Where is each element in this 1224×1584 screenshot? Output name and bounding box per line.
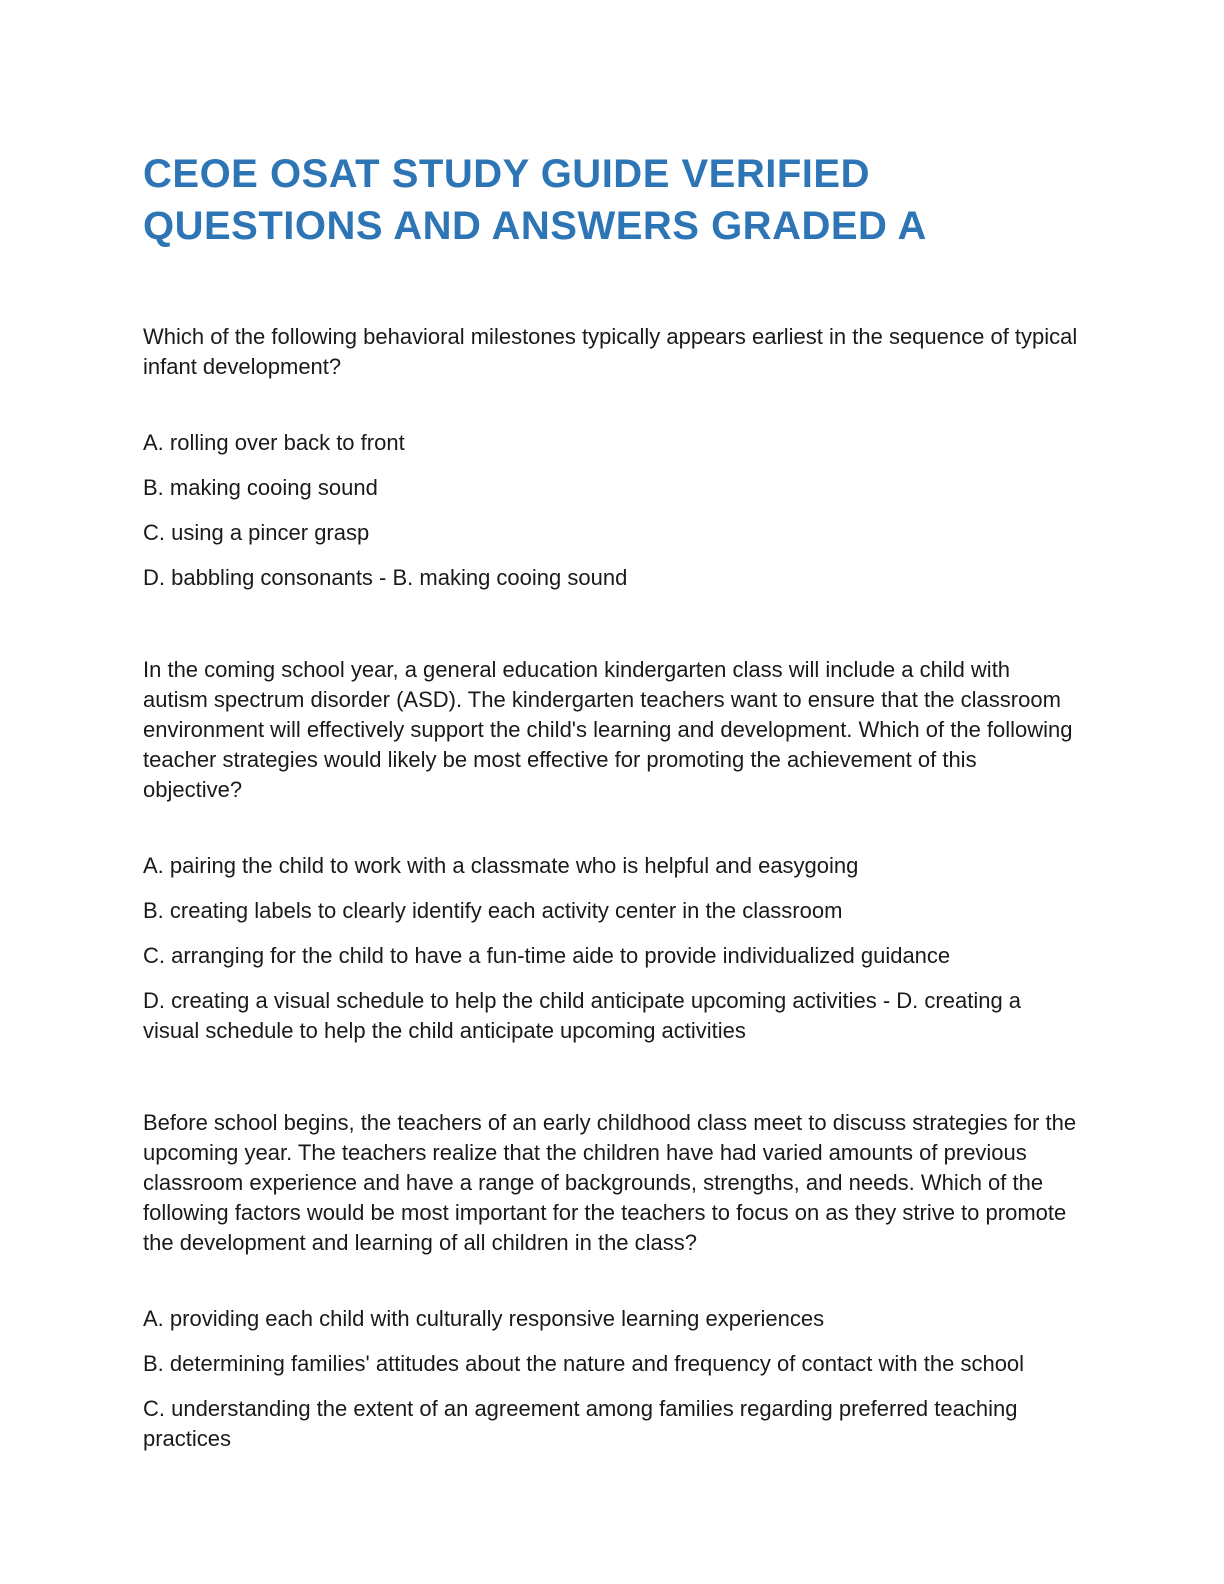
option-line: A. rolling over back to front [143,430,405,455]
options-group [143,1304,1080,1454]
option-line: B. determining families' attitudes about the nature and frequency of contact with the school [143,1351,1025,1376]
options-group [143,428,1080,593]
question-text: Before school begins, the teachers of an early childhood class meet to discuss strategies for the upcoming year. The teachers realize that the children have had varied amounts of previous classroom experience and have a range of backgrounds, strengths, and needs. Which of the following factors would be most important for the teachers to focus on as they strive to promote the development and learning of all children in the class? [143,1110,1077,1255]
option-line: B. making cooing sound [143,475,378,500]
option-line: A. providing each child with culturally responsive learning experiences [143,1306,825,1331]
option-line: A. pairing the child to work with a classmate who is helpful and easygoing [143,853,859,878]
option-line: C. using a pincer grasp [143,520,370,545]
question-block [143,1108,1080,1454]
option-line: C. understanding the extent of an agreement among families regarding preferred teaching practices [143,1396,1018,1451]
question-text: In the coming school year, a general education kindergarten class will include a child with autism spectrum disorder (ASD). The kindergarten teachers want to ensure that the classroom environment will effectively support the child's learning and development. Which of the following teacher strategies would likely be most effective for promoting the achievement of this objective? [143,657,1073,802]
page-title: CEOE OSAT STUDY GUIDE VERIFIED QUESTIONS AND ANSWERS GRADED A [143,152,927,248]
option-line: D. babbling consonants - B. making cooing sound [143,565,628,590]
option-line: D. creating a visual schedule to help the child anticipate upcoming activities - D. creating a visual schedule to help the child anticipate upcoming activities [143,988,1022,1043]
option-line: C. arranging for the child to have a fun-time aide to provide individualized guidance [143,943,951,968]
option-line: B. creating labels to clearly identify each activity center in the classroom [143,898,843,923]
question-text: Which of the following behavioral milestones typically appears earliest in the sequence of typical infant development? [143,324,1078,379]
options-group [143,851,1080,1046]
question-block [143,655,1080,1046]
question-block [143,322,1080,593]
